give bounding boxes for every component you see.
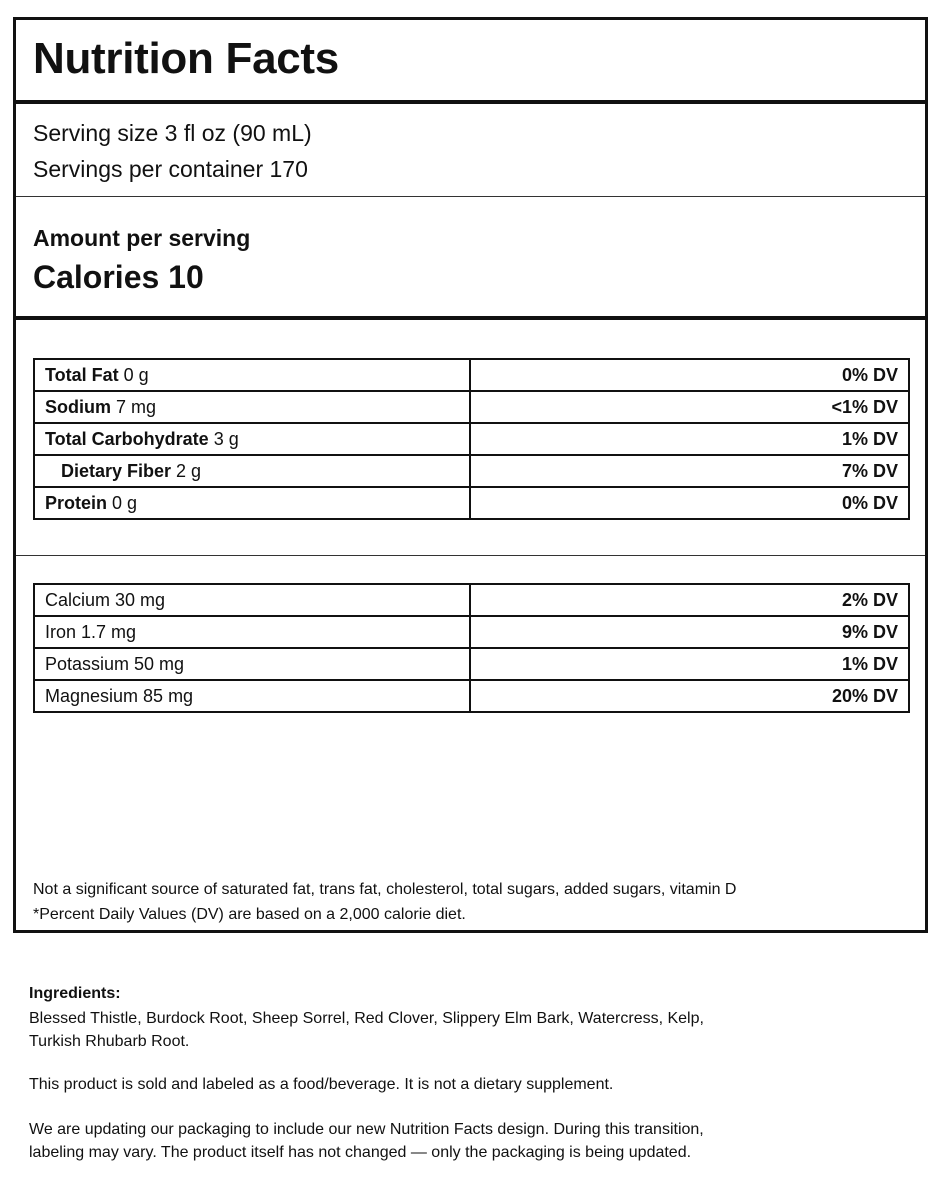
not-significant-footnote: Not a significant source of saturated fat, trans fat, cholesterol, total sugars, added sugars, vitamin D [33,881,737,898]
nutrient-dv: 1% DV [470,423,909,455]
nutrition-facts-label [13,17,928,933]
nutrient-name: Total Carbohydrate [45,429,209,449]
nutrient-amount: 2 g [171,461,202,481]
nutrient-name-cell [34,455,470,487]
nutrient-amount: 0 g [107,493,138,513]
nutrient-dv: <1% DV [470,391,909,423]
nutrient-amount: 0 g [118,365,149,385]
nutrient-name-cell [34,423,470,455]
nutrient-name: Protein [45,493,108,513]
ingredients-heading: Ingredients: [29,985,121,1002]
ingredients-text: Blessed Thistle, Burdock Root, Sheep Sorrel, Red Clover, Slippery Elm Bark, Watercress, Kelp, Turkish Rhubarb Root. [29,1010,704,1050]
nutrient-name: Sodium [45,397,111,417]
vitamin-dv: 20% DV [470,680,909,712]
label-title: Nutrition Facts [33,34,339,83]
vitamin-table [33,583,910,713]
vitamin-label: Calcium 30 mg [34,584,470,616]
table-row [34,455,909,487]
nutrient-amount: 7 mg [111,397,157,417]
table-row [34,391,909,423]
nutrient-dv: 7% DV [470,455,909,487]
table-row [34,584,909,616]
table-row [34,423,909,455]
nutrient-table [33,358,910,520]
nutrient-name-cell [34,359,470,391]
nutrient-dv: 0% DV [470,359,909,391]
vitamin-section [16,556,925,930]
table-row [34,487,909,519]
table-row [34,616,909,648]
nutrient-name-cell [34,391,470,423]
serving-size: Serving size 3 fl oz (90 mL) [33,120,312,146]
vitamin-label: Magnesium 85 mg [34,680,470,712]
table-row [34,648,909,680]
nutrient-amount: 3 g [208,429,239,449]
vitamin-dv: 2% DV [470,584,909,616]
nutrient-name: Dietary Fiber [61,461,172,481]
update-note-text: We are updating our packaging to include our new Nutrition Facts design. During this transition, labeling may vary. The product itself has not changed — only the packaging is being updated. [29,1121,704,1161]
nutrient-dv: 0% DV [470,487,909,519]
vitamin-dv: 1% DV [470,648,909,680]
nutrient-name-cell [34,487,470,519]
amount-per-serving: Amount per serving [33,225,251,251]
table-row [34,359,909,391]
vitamin-label: Iron 1.7 mg [34,616,470,648]
vitamin-dv: 9% DV [470,616,909,648]
serving-section [16,104,925,197]
amount-section [16,197,925,320]
ingredients-list [29,1007,709,1053]
packaging-update-note [29,1118,709,1164]
table-row [34,680,909,712]
disclaimer-text: This product is sold and labeled as a food/beverage. It is not a dietary supplement. [29,1076,614,1093]
disclaimer [29,1073,709,1096]
nutrient-section [16,320,925,556]
title-section [16,20,925,104]
servings-per-container: Servings per container 170 [33,156,308,182]
calories: Calories 10 [33,259,204,295]
nutrient-name: Total Fat [45,365,119,385]
vitamin-label: Potassium 50 mg [34,648,470,680]
percent-dv-footnote: *Percent Daily Values (DV) are based on a 2,000 calorie diet. [33,906,466,923]
